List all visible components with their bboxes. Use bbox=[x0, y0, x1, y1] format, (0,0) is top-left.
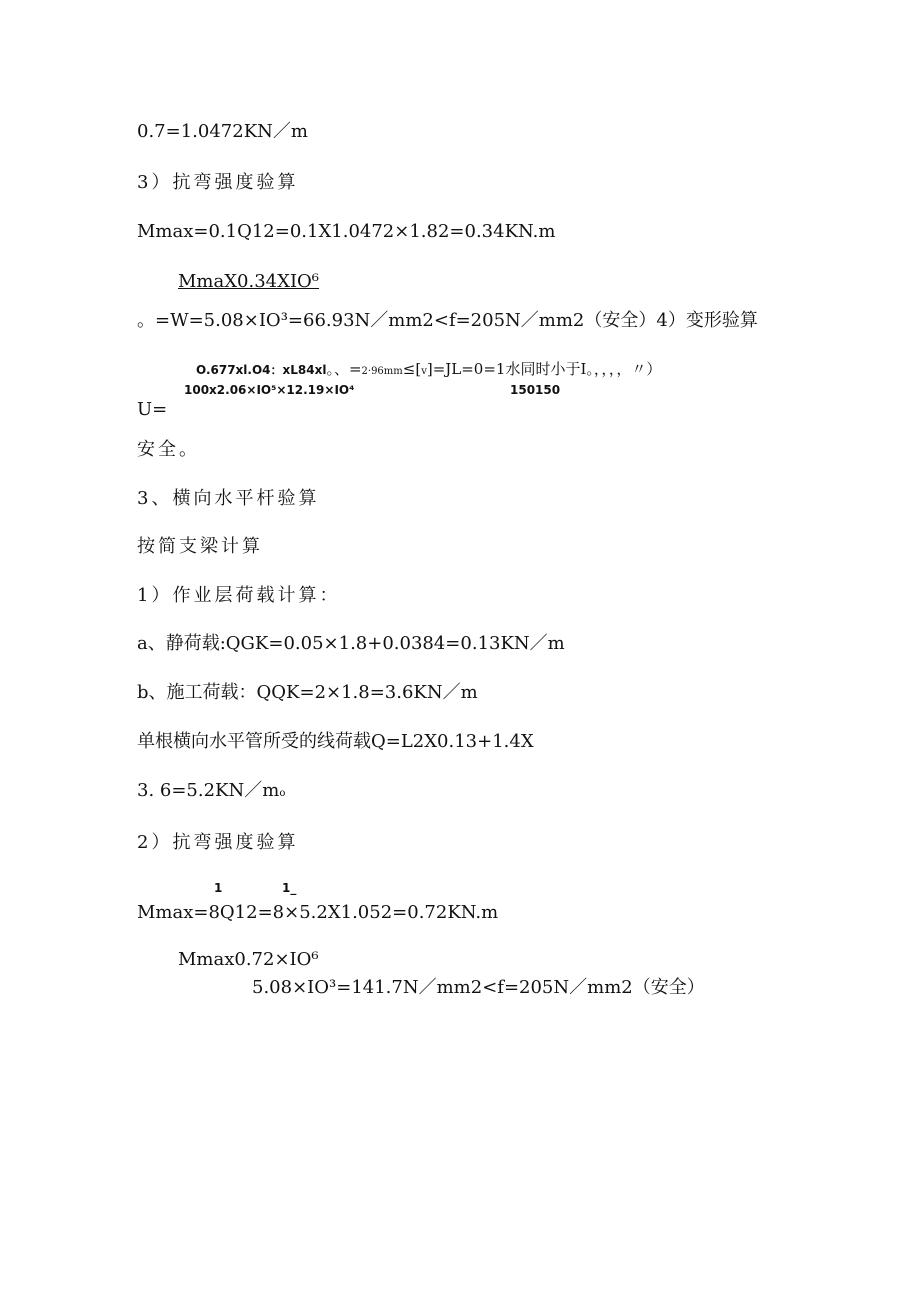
deflection-symbol: U= bbox=[137, 399, 168, 420]
deflection-separator: 。、= bbox=[326, 360, 362, 378]
formula-stress-2: 5.08×IO³=141.7N／mm2<f=205N／mm2（安全） bbox=[252, 977, 705, 998]
deflection-value: 2·96mm bbox=[361, 366, 403, 377]
deflection-limit: ]=JL=0=1水同时小于I。，，，，〃） bbox=[426, 360, 662, 378]
deflection-bracket-open: ≤[ bbox=[402, 360, 422, 378]
formula-mmax: Mmax=0.1Q12=0.1X1.0472×1.82=0.34KN.m bbox=[137, 221, 556, 242]
deflection-denominator: 100x2.06×IO⁵×12.19×IO⁴ bbox=[184, 383, 355, 397]
formula-mmax-2: Mmax=8Q12=8×5.2X1.052=0.72KN.m bbox=[137, 902, 499, 923]
line-load-suffix: o bbox=[279, 788, 286, 799]
text-line-load-result bbox=[137, 780, 285, 805]
fraction-mark-1: 1 bbox=[214, 881, 223, 895]
formula-numerator-2: Mmax0.72×IO⁶ bbox=[178, 949, 319, 970]
text-line-load: 0.7=1.0472KN／m bbox=[137, 121, 308, 142]
heading-bending-check-2: 2）抗弯强度验算 bbox=[137, 832, 299, 853]
text-construction-load: b、施工荷载：QQK=2×1.8=3.6KN／m bbox=[137, 682, 478, 703]
formula-stress: 。=W=5.08×IO³=66.93N／mm2<f=205N／mm2（安全）4）变形验算 bbox=[137, 310, 758, 331]
text-safe: 安全。 bbox=[137, 439, 200, 460]
text-line-load-total: 单根横向水平管所受的线荷载Q=L2X0.13+1.4X bbox=[137, 731, 534, 752]
text-simply-supported: 按简支梁计算 bbox=[137, 536, 263, 557]
formula-deflection bbox=[196, 358, 661, 383]
heading-transverse-bar: 3、横向水平杆验算 bbox=[137, 488, 320, 509]
fraction-mark-2: 1_ bbox=[282, 881, 297, 895]
line-load-value: 3. 6=5.2KN／m bbox=[137, 780, 280, 801]
deflection-numerator: O.677xl.O4：xL84xl bbox=[196, 363, 327, 377]
deflection-subscript: v bbox=[421, 366, 427, 377]
text-static-load: a、静荷载:QGK=0.05×1.8+0.0384=0.13KN／m bbox=[137, 633, 565, 654]
heading-bending-check: 3）抗弯强度验算 bbox=[137, 172, 299, 193]
deflection-ratio: 150150 bbox=[510, 383, 561, 397]
formula-numerator: MmaX0.34XIO⁶ bbox=[178, 271, 320, 292]
heading-load-calc: 1）作业层荷载计算： bbox=[137, 585, 341, 606]
